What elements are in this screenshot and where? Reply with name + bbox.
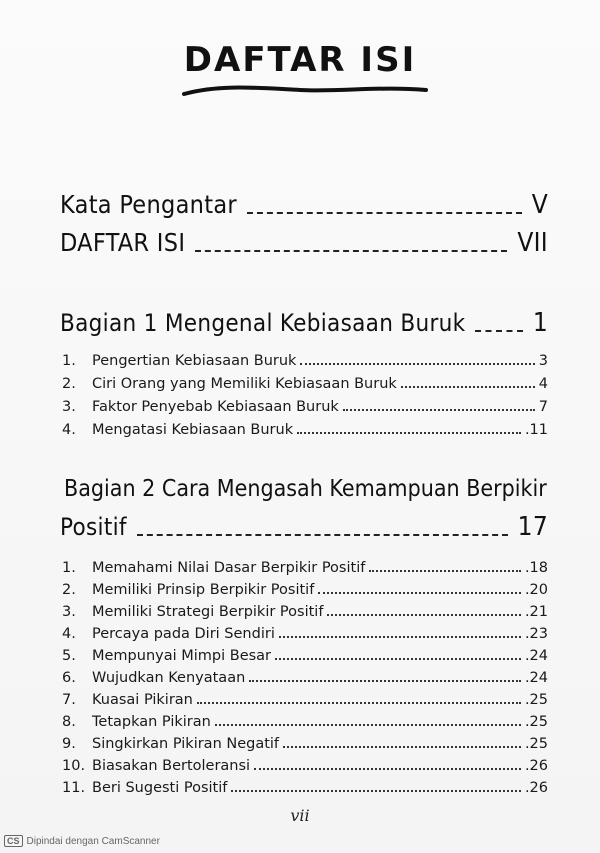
item-number: 6. — [62, 670, 76, 686]
item-leader — [343, 409, 535, 411]
toc-item — [62, 648, 548, 664]
item-number: 10. — [62, 758, 86, 774]
item-text: Mempunyai Mimpi Besar — [92, 648, 272, 664]
page-title: DAFTAR ISI — [183, 40, 417, 80]
item-number: 1. — [62, 353, 76, 369]
toc-item — [62, 353, 548, 369]
toc-item — [62, 780, 548, 796]
item-leader — [369, 570, 521, 572]
item-page: .24 — [524, 648, 548, 664]
section-heading-bagian-1 — [60, 308, 548, 338]
item-leader — [231, 790, 521, 792]
section-page: 17 — [517, 512, 548, 542]
entry-page: VII — [517, 228, 548, 258]
title-underline — [180, 80, 430, 102]
item-page: .21 — [524, 604, 548, 620]
section-title: Bagian 1 Mengenal Kebiasaan Buruk — [60, 309, 466, 337]
item-page: 3 — [538, 353, 548, 369]
item-leader — [318, 592, 521, 594]
item-page: .23 — [524, 626, 548, 642]
item-leader — [275, 658, 521, 660]
item-leader — [401, 386, 535, 388]
item-leader — [249, 680, 521, 682]
item-page: .25 — [524, 714, 548, 730]
item-number: 1. — [62, 560, 76, 576]
scanner-watermark — [4, 835, 160, 847]
item-page: .20 — [524, 582, 548, 598]
item-page: 7 — [538, 399, 548, 415]
item-text: Memiliki Strategi Berpikir Positif — [92, 604, 324, 620]
item-page: .25 — [524, 736, 548, 752]
toc-item — [62, 422, 548, 438]
toc-item — [62, 670, 548, 686]
item-number: 5. — [62, 648, 76, 664]
camscanner-logo-icon: CS — [4, 835, 23, 847]
item-text: Biasakan Bertoleransi — [92, 758, 251, 774]
item-number: 3. — [62, 399, 76, 415]
item-number: 9. — [62, 736, 76, 752]
toc-item — [62, 714, 548, 730]
item-leader — [215, 724, 521, 726]
section-heading-bagian-2-line2 — [60, 512, 548, 542]
item-page: .25 — [524, 692, 548, 708]
toc-item — [62, 736, 548, 752]
toc-item — [62, 626, 548, 642]
section-heading-bagian-2-line1: Bagian 2 Cara Mengasah Kemampuan Berpikir — [64, 476, 547, 502]
item-number: 2. — [62, 376, 76, 392]
item-number: 11. — [62, 780, 86, 796]
item-number: 4. — [62, 422, 76, 438]
toc-entry-kata-pengantar — [60, 190, 548, 220]
item-number: 4. — [62, 626, 76, 642]
watermark-text: Dipindai dengan CamScanner — [26, 835, 160, 847]
entry-label: DAFTAR ISI — [60, 228, 186, 257]
item-text: Ciri Orang yang Memiliki Kebiasaan Buruk — [92, 376, 397, 392]
section-page: 1 — [532, 308, 548, 338]
toc-item — [62, 376, 548, 392]
item-leader — [327, 614, 521, 616]
section-title-cont: Positif — [60, 513, 127, 541]
item-text: Singkirkan Pikiran Negatif — [92, 736, 280, 752]
toc-item — [62, 692, 548, 708]
item-leader — [279, 636, 521, 638]
item-text: Percaya pada Diri Sendiri — [92, 626, 275, 642]
entry-leader — [195, 250, 507, 252]
item-leader — [283, 746, 521, 748]
item-text: Kuasai Pikiran — [92, 692, 193, 708]
item-leader — [254, 768, 521, 770]
item-page: .26 — [524, 758, 548, 774]
section-leader — [137, 534, 508, 536]
item-text: Pengertian Kebiasaan Buruk — [92, 353, 297, 369]
item-text: Memiliki Prinsip Berpikir Positif — [92, 582, 315, 598]
item-text: Faktor Penyebab Kebiasaan Buruk — [92, 399, 339, 415]
item-text: Tetapkan Pikiran — [92, 714, 211, 730]
toc-item — [62, 758, 548, 774]
item-number: 3. — [62, 604, 76, 620]
entry-leader — [247, 212, 522, 214]
item-text: Memahami Nilai Dasar Berpikir Positif — [92, 560, 366, 576]
item-page: .18 — [524, 560, 548, 576]
item-leader — [197, 702, 521, 704]
item-leader — [297, 432, 521, 434]
item-page: 4 — [538, 376, 548, 392]
toc-item — [62, 604, 548, 620]
item-text: Wujudkan Kenyataan — [92, 670, 246, 686]
toc-entry-daftar-isi — [60, 228, 548, 258]
item-number: 8. — [62, 714, 76, 730]
item-page: .24 — [524, 670, 548, 686]
item-text: Beri Sugesti Positif — [92, 780, 228, 796]
item-number: 2. — [62, 582, 76, 598]
item-number: 7. — [62, 692, 76, 708]
toc-item — [62, 560, 548, 576]
item-leader — [300, 363, 534, 365]
entry-label: Kata Pengantar — [60, 190, 237, 219]
item-text: Mengatasi Kebiasaan Buruk — [92, 422, 294, 438]
item-page: .11 — [524, 422, 548, 438]
entry-page: V — [531, 190, 548, 220]
page-number: vii — [290, 806, 310, 825]
item-page: .26 — [524, 780, 548, 796]
toc-item — [62, 399, 548, 415]
section-leader — [475, 330, 522, 332]
toc-item — [62, 582, 548, 598]
